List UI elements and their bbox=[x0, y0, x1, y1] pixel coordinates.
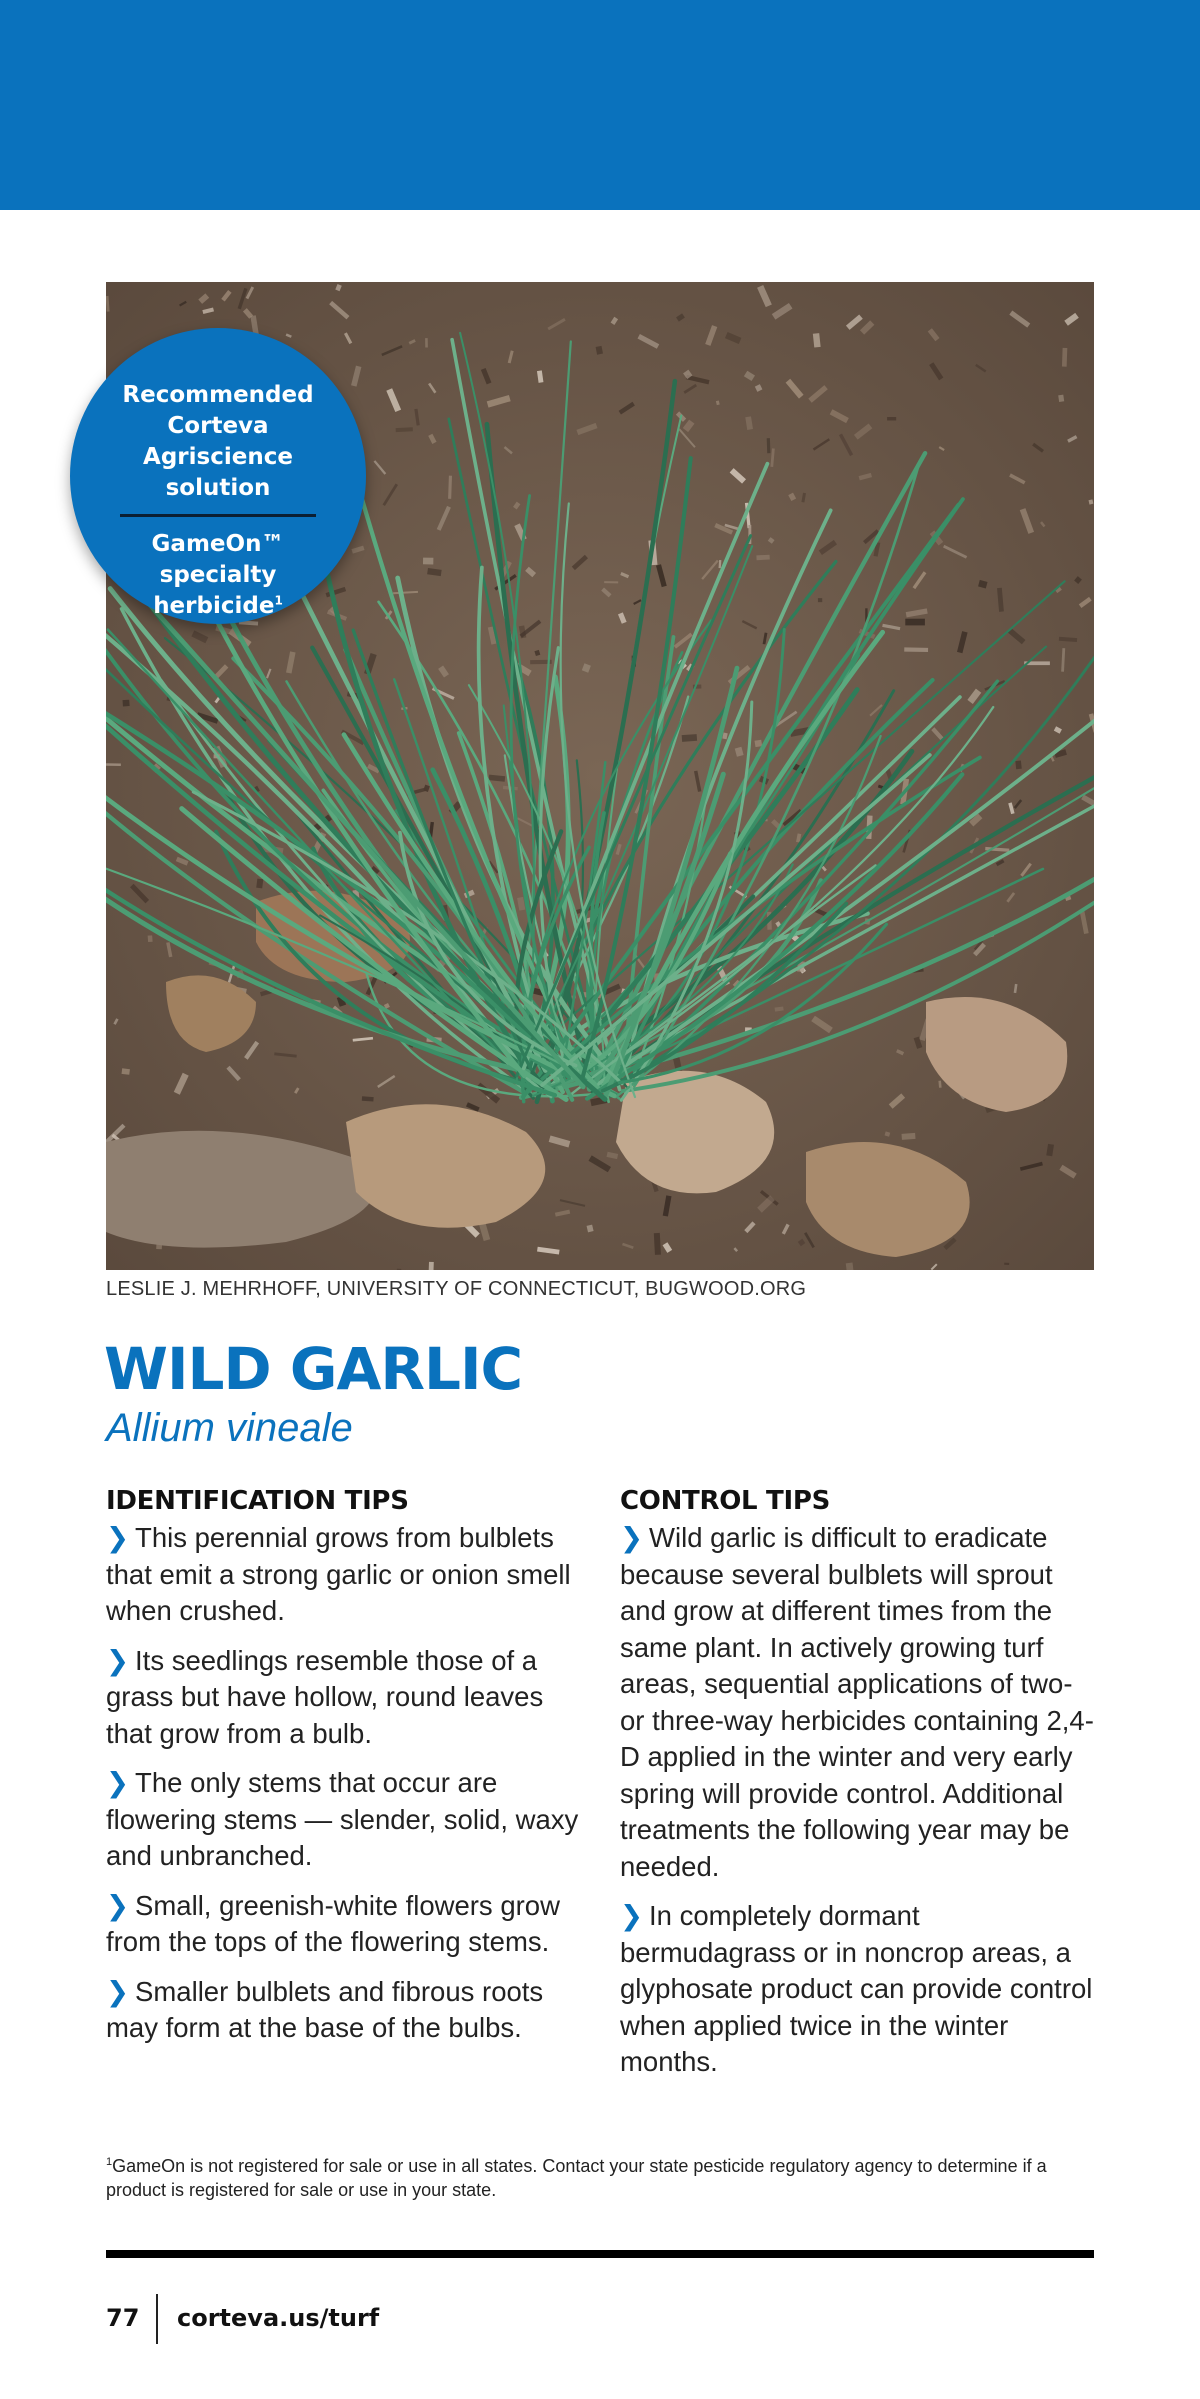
footer-rule bbox=[106, 2250, 1094, 2258]
soil-speck bbox=[682, 734, 697, 742]
tip-text: Its seedlings resemble those of a grass but have hollow, round leaves that grow from a bulb. bbox=[106, 1644, 544, 1749]
soil-speck bbox=[123, 700, 130, 707]
photo-credit: LESLIE J. MEHRHOFF, UNIVERSITY OF CONNECTICUT, BUGWOOD.ORG bbox=[106, 1278, 807, 1300]
chevron-right-icon: ❯ bbox=[106, 1975, 130, 2008]
footer-url: corteva.us/turf bbox=[177, 2304, 380, 2332]
chevron-right-icon: ❯ bbox=[106, 1767, 130, 1799]
soil-speck bbox=[887, 417, 896, 421]
tip-text: Smaller bulblets and fibrous roots may form at the base of the bulbs. bbox=[106, 1975, 544, 2043]
identification-tips-heading: IDENTIFICATION TIPS bbox=[106, 1486, 409, 1516]
soil-speck bbox=[256, 879, 263, 889]
tip-text: This perennial grows from bulblets that emit a strong garlic or onion smell when crushed. bbox=[106, 1522, 571, 1626]
soil-speck bbox=[905, 619, 925, 626]
soil-speck bbox=[429, 1262, 434, 1270]
tip-text: In completely dormant bermudagrass or in noncrop areas, a glyphosate product can provide control when applied twice in the winter months. bbox=[620, 1900, 1093, 2077]
identification-tip bbox=[106, 1643, 586, 1753]
badge-divider bbox=[120, 514, 316, 517]
soil-speck bbox=[423, 558, 433, 565]
identification-tip bbox=[106, 1888, 586, 1961]
control-tips-section bbox=[620, 1486, 1100, 2094]
soil-speck bbox=[767, 438, 771, 453]
tip-text: Small, greenish-white flowers grow from the tops of the flowering stems. bbox=[106, 1889, 560, 1957]
footer-separator bbox=[156, 2294, 158, 2344]
identification-tip bbox=[106, 1520, 586, 1630]
soil-speck bbox=[654, 1233, 661, 1255]
top-color-band bbox=[0, 0, 1200, 210]
tip-text: The only stems that occur are flowering stems — slender, solid, waxy and unbranched. bbox=[106, 1767, 579, 1871]
badge-footnote-marker: 1 bbox=[274, 593, 283, 608]
registration-footnote bbox=[106, 2154, 1066, 2202]
badge-product-name: GameOn™ specialty herbicide bbox=[151, 531, 285, 619]
soil-speck bbox=[904, 647, 928, 652]
footnote-text: GameOn is not registered for sale or use in all states. Contact your state pesticide regulatory agency to determine if a product is registered for sale or use in your state. bbox=[106, 2156, 1047, 2200]
chevron-right-icon: ❯ bbox=[620, 1900, 644, 1932]
soil-speck bbox=[362, 1096, 374, 1101]
identification-tip bbox=[106, 1974, 586, 2047]
soil-speck bbox=[754, 740, 762, 747]
control-tip bbox=[620, 1898, 1100, 2081]
soil-speck bbox=[902, 1133, 916, 1140]
soil-speck bbox=[604, 581, 618, 583]
soil-speck bbox=[1062, 348, 1067, 367]
soil-speck bbox=[148, 935, 153, 942]
control-tips-heading: CONTROL TIPS bbox=[620, 1486, 831, 1516]
tip-text: Wild garlic is difficult to eradicate because several bulblets will sprout and grow at different times from the same plant. In actively growing turf areas, sequential applications of two- or three-way herbicides containing 2,4-D applied in the winter and very early spring will provide control. Additional treatments the following year may be needed. bbox=[620, 1522, 1094, 1882]
soil-speck bbox=[1015, 761, 1021, 770]
chevron-right-icon: ❯ bbox=[106, 1522, 130, 1554]
footnote-marker: 1 bbox=[106, 2156, 113, 2168]
identification-tip bbox=[106, 1765, 586, 1875]
control-tip bbox=[620, 1520, 1100, 1885]
soil-speck bbox=[122, 1068, 130, 1075]
weed-scientific-name: Allium vineale bbox=[106, 1406, 353, 1450]
weed-common-name: WILD GARLIC bbox=[104, 1335, 523, 1403]
identification-tips-section bbox=[106, 1486, 586, 2060]
soil-speck bbox=[106, 763, 121, 766]
recommended-solution-badge bbox=[70, 328, 366, 624]
soil-speck bbox=[1058, 395, 1064, 402]
chevron-right-icon: ❯ bbox=[106, 1889, 130, 1922]
soil-speck bbox=[756, 555, 769, 560]
soil-speck bbox=[1004, 1263, 1009, 1265]
chevron-right-icon: ❯ bbox=[106, 1644, 130, 1677]
soil-speck bbox=[425, 338, 428, 347]
badge-recommendation-text: Recommended Corteva Agriscience solution bbox=[122, 382, 314, 501]
page-number: 77 bbox=[106, 2304, 140, 2332]
chevron-right-icon: ❯ bbox=[620, 1522, 644, 1554]
soil-speck bbox=[818, 598, 822, 602]
badge-product-text bbox=[98, 529, 338, 622]
